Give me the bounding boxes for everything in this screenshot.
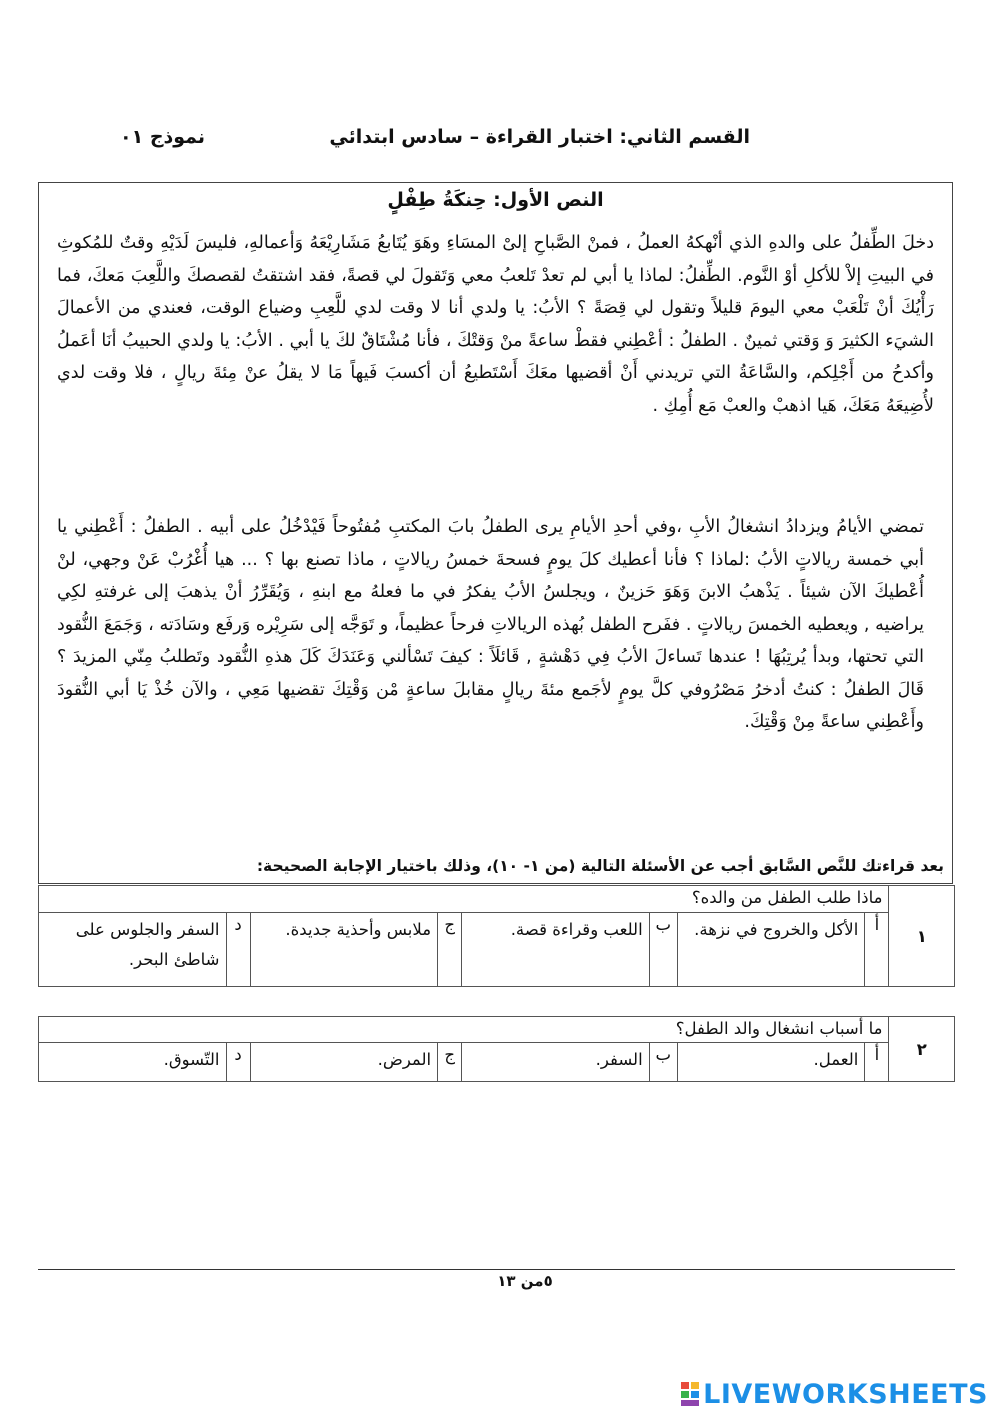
- passage-title: النص الأول: حِنكَةُ طِفْلٍ: [387, 189, 604, 211]
- questions-instruction: بعد قراءتك للنَّص السَّابق أجب عن الأسئلة التالية (من ١- ١٠)، وذلك باختيار الإجابة الصحيحة:: [256, 857, 944, 875]
- question-number: ١: [889, 886, 955, 987]
- option-letter: ج: [438, 913, 462, 987]
- answer-option[interactable]: ملابس وأحذية جديدة.: [250, 913, 437, 987]
- question-2-table: [38, 1016, 955, 1082]
- liveworksheets-icon: [680, 1381, 700, 1407]
- passage-paragraph-1: دخلَ الطِّفلُ على والدهِ الذي أنْهكهُ العملُ ، فمنْ الصَّباحِ إلىْ المسَاءِ وهَوَ يُتَابعُ مَشَارِيْعَهُ وَأعمالهِ، فليسَ لَدَيْهِ وقتٌ للمُكوثِ في البيتِ إلاْ للأكلِ أوْ النَّوم. الطِّفلُ: لماذا يا أبي لم تعدْ تَلعبُ معي وَتَقولَ لي قصةً، فقد اشتقتُ لقصصكَ واللَّعِبَ مَعكَ، فما رَأْيُكَ أنْ تَلْعَبْ معي اليومَ قليلاً وتقول لي قِصَةً ؟ الأبُ: يا ولدي أنا لا وقت لدي للَّعِبِ وضياع الوقت، فعندي من الأعمالَ الشيَء الكثيرَ وَ وَقتي ثمينٌ . الطفلُ : أعْطِني فقطْ ساعةً منْ وَقتْكَ ، فأنا مُشْتَاقٌ لكَ يا أبي . الأبُ: يا ولدي الحبيبُ أنَا أعَملُ وأكدحُ من أَجْلِكم، والسَّاعَةُ التي تريدني أَنْ أقضيها معَكَ أَسْتَطيعُ أن أكسبَ فَيهاً مَا لا يقلُ عنْ مِئةَ ريالٍ ، فلا وقت لدي لأُضِيعَهُ مَعَكَ، هَيا اذهبْ والعبْ مَع أُمِكِ .: [57, 233, 934, 416]
- page-number: ٥من ١٣: [497, 1272, 553, 1290]
- question-text: ماذا طلب الطفل من والده؟: [39, 886, 889, 913]
- option-letter: ج: [438, 1043, 462, 1082]
- answer-option[interactable]: السفر.: [462, 1043, 649, 1082]
- model-label: نموذج ٠١: [120, 126, 206, 148]
- question-text: ما أسباب انشغال والد الطفل؟: [39, 1017, 889, 1043]
- answer-option[interactable]: السفر والجلوس على شاطئ البحر.: [39, 913, 227, 987]
- brand-logo: [680, 1378, 988, 1410]
- option-letter: ب: [649, 913, 677, 987]
- answer-option[interactable]: التّسوق.: [39, 1043, 227, 1082]
- option-letter: د: [226, 913, 250, 987]
- answer-option[interactable]: الأكل والخروج في نزهة.: [677, 913, 864, 987]
- option-letter: أ: [865, 1043, 889, 1082]
- option-letter: ب: [649, 1043, 677, 1082]
- footer-divider: [38, 1269, 955, 1270]
- answer-option[interactable]: المرض.: [250, 1043, 437, 1082]
- answer-option[interactable]: اللعب وقراءة قصة.: [462, 913, 649, 987]
- page-header: [100, 122, 750, 158]
- question-number: ٢: [889, 1017, 955, 1082]
- option-letter: د: [226, 1043, 250, 1082]
- passage-box: [38, 182, 953, 884]
- answer-option[interactable]: العمل.: [677, 1043, 864, 1082]
- passage-paragraph-2: تمضي الأيامُ ويزدادُ انشغالُ الأبِ ،وفي أحدِ الأيامِ يرى الطفلُ بابَ المكتبِ مُفتُوحاً فَيْدْخُلُ على أبيه . الطفلُ : أَعْطِني يا أبي خمسة ريالاتٍ الأبُ :لماذا ؟ فأنا أعطيك كلَ يومٍ فسحةَ خمسُ ريالاتٍ ، ماذا تصنع بها ؟ ... هيا أُغْرُبْ عَنْ وجهي، لنْ أُعْطيكَ الآن شيئاً . يَذْهبُ الابنَ وَهَوَ حَزينٌ ، ويجلسُ الأبُ يفكرُ في ما فعلهُ مع ابنهِ ، وَيُقَرِّرُ أنْ يذهبَ إلى غرفتهِ لكِي يراضيه , ويعطيه الخمسَ ريالاتٍ . ففَرح الطفل بُهذه الريالاتِ فرحاً عظيماً، و تَوَجَّه إلى سَرِيْره وَرفَع وسَادَته ، وَجَمَعَ النُّقود التي تحتها، وبدأ يُرتِبُهَا ! عندها تَساءلَ الأبُ فِي دَهْشةٍ , قَائلَاً : كيفَ تَسْألني وَعَنَدَكَ كَلَ هذهِ النُّقود وتَطلبُ مِنّي المزيدَ ؟ قَالَ الطفلُ : كنتُ أدخرُ مَصْرُوفي كلَّ يومٍ لأجَمع مئةَ ريالٍ مقابلَ ساعةٍ مْن وَقْتِكَ تقضيها مَعِي ، والآن خُذْ يَا أبي النُّقودَ وأَعْطِني ساعةً مِنْ وَقْتِكَ.: [57, 517, 924, 732]
- option-letter: أ: [865, 913, 889, 987]
- brand-name: LIVEWORKSHEETS: [703, 1378, 988, 1410]
- section-title: القسم الثاني: اختبار القراءة – سادس ابتدائي: [329, 126, 750, 148]
- question-1-table: [38, 885, 955, 987]
